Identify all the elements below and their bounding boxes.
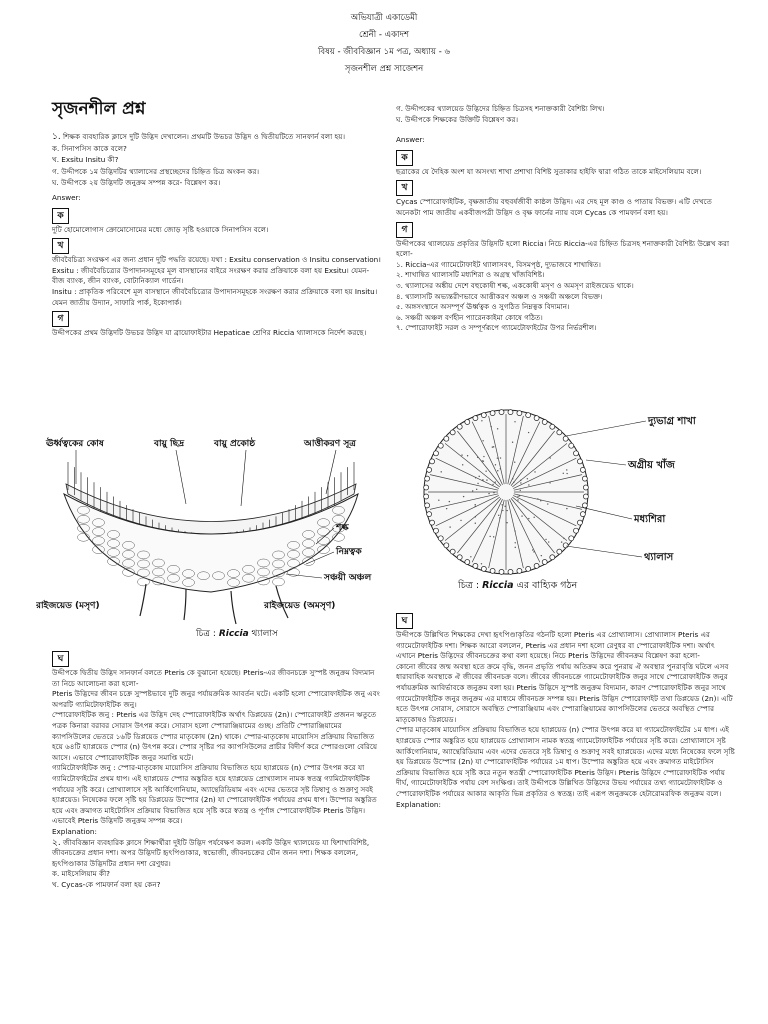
answer-tag-kha: খ	[52, 238, 69, 254]
thallus-stipple	[482, 479, 483, 480]
apical-notch	[580, 467, 585, 472]
answer2-ka: ছত্রাকের যে দৈহিক অংশ যা অসংখ্য শাখা প্রশাখা বিশিষ্ট সুতাকার হাইফি দ্বারা গঠিত তাকে মাইসেলিয়াম বলে।	[396, 166, 702, 176]
thallus-stipple	[438, 499, 439, 500]
apical-notch	[580, 512, 585, 517]
question-stem: ১. শিক্ষক ব্যবহারিক ক্লাসে দুটি উদ্ভিদ দেখালেন। প্রথমটি উভচর উদ্ভিদ ও দ্বিতীয়টিতে সানফার্ন বলা হয়।	[52, 132, 346, 142]
thallus-stipple	[501, 504, 502, 505]
thallus-stipple	[476, 489, 477, 490]
feature-item: ৫. অঙ্গসংস্থানে অসম্পূর্ণ ঊর্ধ্বত্বক ও সুগঠিত নিম্নত্বক বিদ্যমান।	[396, 302, 570, 312]
apical-notch	[534, 563, 539, 568]
thallus-stipple	[512, 442, 513, 443]
thallus-stipple	[540, 500, 541, 501]
label-midrib: মধ্যশিরা	[634, 514, 666, 525]
thallus-stipple	[467, 455, 468, 456]
apical-notch	[433, 451, 438, 456]
label-storage-region: সঞ্চয়ী অঞ্চল	[324, 573, 372, 583]
apical-notch	[490, 568, 495, 573]
thallus-stipple	[547, 503, 548, 504]
apical-notch	[438, 443, 443, 448]
thallus-stipple	[483, 456, 484, 457]
apical-notch	[542, 560, 547, 565]
thallus-stipple	[500, 457, 501, 458]
answer-kha-1: জীববৈচিত্র্য সংরক্ষণ এর জন্য প্রধান দুটি পদ্ধতি রয়েছে। যথা : Exsitu conservation ও Insitu conservation।	[52, 255, 381, 265]
answer2-kha: Cycas স্পোরোফাইটিক, বৃক্ষজাতীয় বহুবর্ষজীবী কাষ্ঠল উদ্ভিদ। এর দেহ মূল কাণ্ড ও পাতায় বিভক্ত। এটি দেখতে অনেকটা পাম জাতীয় একবীজপত্রী উদ্ভিদ ও বৃক্ষ ফার্নের ন্যায় বলে Cycas কে পামফার্ন বলা হয়।	[396, 197, 712, 217]
thallus-stipple	[550, 457, 551, 458]
apical-notch	[427, 467, 432, 472]
thallus-stipple	[514, 462, 515, 463]
apical-notch	[534, 416, 539, 421]
thallus-stipple	[477, 457, 478, 458]
feature-item: ৩. থ্যালাসের অঙ্কীয় দেশে বহুকোষী শল্ক, এককোষী মসৃণ ও অমসৃণ রাইজয়েড থাকে।	[396, 280, 634, 290]
thallus-stipple	[504, 506, 505, 507]
apical-notch	[444, 436, 449, 441]
thallus-stipple	[493, 446, 494, 447]
apical-notch	[481, 566, 486, 571]
apical-notch	[563, 436, 568, 441]
question-number: ১.	[52, 132, 61, 142]
thallus-stipple	[549, 482, 550, 483]
feature-item: ৪. থ্যালাসটি অভ্যন্তরীণভাবে আত্তীকরণ অঞ্চল ও সঞ্চয়ী অঞ্চলে বিভক্ত।	[396, 291, 603, 301]
answer-label-2: Answer:	[396, 135, 425, 145]
explanation-label-2: Explanation:	[396, 799, 441, 809]
thallus-stipple	[541, 555, 542, 556]
question-2-c: গ. উদ্দীপকের থ্যালয়েড উদ্ভিদের চিহ্নিত চিত্রসহ শনাক্তকারী বৈশিষ্ট্য লিখ।	[396, 104, 605, 113]
answer-tag-ga: গ	[52, 311, 69, 327]
answer-gha-3: স্পোরোফাইটিক জনু : Pteris এর উদ্ভিদ দেহ স্পোরোফাইটিক অর্থাৎ ডিপ্লয়েড (2n)। স্পোরোফাইট প্রজনন ঋতুতে পত্রক কিনারা বরাবর সোরাস উৎপন্ন করে। সোরাস হলো স্পোরাঞ্জিয়ামের গুচ্ছ। প্রতিটি স্পোরাঞ্জিয়ামের ক্যাপসিউলের ভেতরে ১৬টি ডিপ্লয়েড স্পোর মাতৃকোষ (2n) থাকে। স্পোর-মাতৃকোষ মায়োসিস প্রক্রিয়ায় বিভাজিত হয়ে ৬৪টি হ্যাপ্লয়েড স্পোর (n) উৎপন্ন করে। স্পোর সৃষ্টির পর ক্যাপসিউলের প্রাচীর বিদীর্ণ করে স্পোরগুলো বেরিয়ে আসে। এভাবে স্পোরোফাইটিক জনুর সমাপ্তি ঘটে।	[52, 710, 378, 762]
label-dichotomous-branch: দ্যুভাগ্র শাখা	[648, 416, 696, 427]
apical-notch	[424, 485, 429, 490]
thallus-stipple	[481, 420, 482, 421]
thallus-stipple	[481, 563, 482, 564]
answer-kha-3: Insitu : প্রাকৃতিক পরিবেশে মূল বাসস্থানে জীববৈচিত্র্যের উপাদানসমূহকে সংরক্ষণ করার প্রক্রিয়াকে বলা হয় Insitu। যেমন জাতীয় উদ্যান, সাফারি পার্ক, ইকোপার্ক।	[52, 286, 378, 307]
apical-notch	[517, 568, 522, 573]
thallus-stipple	[483, 460, 484, 461]
apical-notch	[465, 560, 470, 565]
answer-ka: দুটি হোমোলোগাস ক্রোমোসোমের মধ্যে জোড় সৃষ্টি হওয়াকে সিনাপসিস বলে।	[52, 224, 269, 234]
thallus-stipple	[486, 479, 487, 480]
thallus-stipple	[497, 428, 498, 429]
thallus-stipple	[563, 538, 564, 539]
apical-notch	[582, 476, 587, 481]
thallus-stipple	[528, 432, 529, 433]
thallus-stipple	[520, 482, 521, 483]
thallus-stipple	[534, 471, 535, 472]
question-2-d: ঘ. উদ্দীপকে শিক্ষকের উক্তিটি বিশ্লেষণ কর।	[396, 114, 519, 124]
apical-notch	[526, 413, 531, 418]
left-column-lower	[52, 648, 382, 890]
thallus-stipple	[472, 490, 473, 491]
thallus-stipple	[449, 526, 450, 527]
thallus-stipple	[566, 469, 567, 470]
storage-cell	[138, 578, 150, 586]
label-rhizoid-rough: রাইজয়েড (অমসৃণ)	[264, 601, 336, 611]
label-air-pore: বায়ু ছিদ্র	[154, 439, 185, 449]
thallus-stipple	[475, 506, 476, 507]
apical-notch	[583, 494, 588, 499]
thallus-stipple	[497, 457, 498, 458]
feature-item: ১. Riccia-এর গ্যামেটোফাইট থ্যালাসবৎ, বিসমপৃষ্ঠ, দ্যুভাজবে শাখান্বিত।	[396, 259, 601, 269]
page-header	[0, 10, 768, 78]
label-rhizoid-smooth: রাইজয়েড (মসৃণ)	[36, 601, 100, 611]
answer-tag-ka: ক	[52, 208, 69, 224]
thallus-stipple	[528, 484, 529, 485]
apical-notch	[517, 411, 522, 416]
thallus-stipple	[500, 468, 501, 469]
thallus-stipple	[533, 551, 534, 552]
apical-notch	[424, 494, 429, 499]
apical-notch	[425, 503, 430, 508]
apical-notch	[583, 485, 588, 490]
answer-label: Answer:	[52, 192, 81, 202]
thallus-stipple	[512, 478, 513, 479]
left-column	[52, 98, 382, 339]
apical-notch	[427, 512, 432, 517]
apical-notch	[473, 416, 478, 421]
label-assimilatory-filament: আত্তীকরণ সূত্র	[304, 439, 356, 449]
label-apical-notch: অগ্রীয় খাঁজ	[628, 460, 675, 471]
storage-cell	[273, 578, 285, 586]
thallus-stipple	[463, 496, 464, 497]
thallus-stipple	[514, 530, 515, 531]
answer-gha-4: গ্যামিটোফাইটিক জনু : স্পোর-মাতৃকোষ মায়োসিস প্রক্রিয়ায় বিভাজিত হয়ে হ্যাপ্লয়েড (n) স্পোর উৎপন্ন করে যা গ্যামিটোফাইটের প্রথম ধাপ। এই হ্যাপ্লয়েড স্পোর অঙ্কুরিত হয়ে হ্যাপ্লয়েড প্রোথ্যালাস নামক স্বতন্ত্র গ্যামিটোফাইটিক পর্যায়ের সৃষ্টি করে। প্রোথ্যালাসে সৃষ্ট আর্কিগোনিয়াম, অ্যান্থেরিডিয়াম এবং এদের ভেতরে সৃষ্ট ডিম্বাণু ও শুক্রাণু সবই হ্যাপ্লয়েড। নিষেকের ফলে সৃষ্টি হয় ডিপ্লয়েড উস্পোর (2n) যা স্পোরোফাইটিক পর্যায়ের প্রথম ধাপ। উস্পোর অঙ্কুরিত হয়ে এবং ক্রমাগত মাইটোসিস প্রক্রিয়ায় বিভাজিত হয়ে সৃষ্টি করে স্বতন্ত্র ও পূর্ণাঙ্গ স্পোরোফাইটিক Pteris উদ্ভিদ। এভাবেই Pteris উদ্ভিদটি জনুক্রম সম্পন্ন করে।	[52, 763, 377, 826]
feature-item: ৭. স্পোরোফাইট সরল ও সম্পূর্ণরূপে গ্যামেটোফাইটের উপর নির্ভরশীল।	[396, 323, 597, 333]
answer2-tag-gha: ঘ	[396, 613, 413, 629]
thallus-stipple	[495, 464, 496, 465]
thallus-stipple	[515, 542, 516, 543]
apical-notch	[563, 543, 568, 548]
answer-tag-gha: ঘ	[52, 651, 69, 667]
apical-notch	[430, 459, 435, 464]
thallus-stipple	[493, 492, 494, 493]
thallus-stipple	[517, 496, 518, 497]
thallus-stipple	[563, 473, 564, 474]
thallus-stipple	[477, 483, 478, 484]
thallus-stipple	[537, 498, 538, 499]
thallus-stipple	[490, 426, 491, 427]
thallus-stipple	[449, 501, 450, 502]
thallus-stipple	[488, 493, 489, 494]
thallus-stipple	[479, 476, 480, 477]
thallus-stipple	[461, 454, 462, 455]
thallus-stipple	[521, 515, 522, 516]
apical-notch	[473, 563, 478, 568]
apical-notch	[508, 569, 513, 574]
subject-line: বিষয় - জীববিজ্ঞান ১ম পত্র, অধ্যায় - ৬	[317, 47, 451, 57]
answer2-tag-kha: খ	[396, 180, 413, 196]
suggestion-line: সৃজনশীল প্রশ্ন সাজেশন	[344, 64, 424, 74]
academy-name: অভিযাত্রী একাডেমী	[350, 13, 418, 23]
thallus-stipple	[489, 536, 490, 537]
answer-ga: উদ্দীপকের প্রথম উদ্ভিদটি উভচর উদ্ভিদ যা ব্রায়োফাইটার Hepaticae শ্রেণির Riccia থ্যালাসকে নির্দেশ করছে।	[52, 328, 367, 338]
thallus-stipple	[548, 541, 549, 542]
thallus-stipple	[482, 440, 483, 441]
apical-notch	[430, 520, 435, 525]
apical-notch	[542, 419, 547, 424]
thallus-stipple	[520, 490, 521, 491]
thallus-stipple	[513, 482, 514, 483]
apical-notch	[438, 536, 443, 541]
thallus-stipple	[515, 547, 516, 548]
label-scale: শল্ক	[336, 523, 349, 533]
sub-question-b: খ. Exsitu Insitu কী?	[52, 155, 119, 165]
apical-notch	[550, 424, 555, 429]
apical-notch	[481, 413, 486, 418]
thallus-stipple	[566, 508, 567, 509]
thallus-stipple	[495, 481, 496, 482]
apical-notch	[526, 566, 531, 571]
apical-notch	[557, 430, 562, 435]
question-2-a: ক. মাইসেলিয়াম কী?	[52, 869, 110, 879]
thallus-stipple	[441, 471, 442, 472]
apical-notch	[499, 569, 504, 574]
answer2-tag-ga: গ	[396, 222, 413, 238]
thallus-stipple	[514, 421, 515, 422]
section-heading: সৃজনশীল প্রশ্ন	[52, 99, 146, 119]
apical-notch	[550, 555, 555, 560]
thallus-stipple	[502, 510, 503, 511]
answer2-gha-3: স্পোর মাতৃকোষ মায়োসিস প্রক্রিয়ায় বিভাজিত হয়ে হ্যাপ্লয়েড (n) স্পোর উৎপন্ন করে যা গ্যামেটোফাইটের ১ম ধাপ। এই হ্যাপ্লয়েড স্পোর অঙ্কুরিত হয়ে হ্যাপ্লয়েড প্রোথ্যালাস নামক স্বতন্ত্র গ্যামেটোফাইটিক পর্যায়ের সৃষ্টি করে। প্রোথ্যালাসে সৃষ্ট আর্কিগোনিয়াম, অ্যান্থেরিডিয়াম এবং এদের ভেতরে সৃষ্ট ডিম্বাণু ও শুক্রাণু সবই হ্যাপ্লয়েড। এদের মধ্যে নিষেকের ফলে সৃষ্টি হয় ডিপ্লয়েড উস্পোর (2n) যা স্পোরোফাইটিক পর্যায়ের ১ম ধাপ। উস্পোর অঙ্কুরিত হয়ে এবং ক্রমাগত মাইটোসিস প্রক্রিয়ায় বিভাজিত হয়ে সৃষ্টি করে নতুন স্বতন্ত্রী স্পোরোফাইটিক Pteris উদ্ভিদ। Pteris উদ্ভিদে স্পোরোফাইটিক পর্যায় দীর্ঘ, গ্যামেটোফাইটিক পর্যায় বেশ সংক্ষিপ্ত। তাই উদ্দীপকে উল্লিখিত উদ্ভিদের উভয় পর্যায়ের তথ্য গ্যামেটোফাইটিক ও স্পোরোফাইটিক পর্যায়ের আকার আকৃতি ভিন্ন প্রকৃতির ও স্বতন্ত্র। তাই এরূপ জনুক্রমকে হেটারোমরফিক জনুক্রম বলে।	[396, 725, 735, 798]
sub-question-d: ঘ. উদ্দীপকে ২য় উদ্ভিদটি জনুক্রম সম্পন্ন করে- বিশ্লেষণ কর।	[52, 178, 221, 188]
thallus-stipple	[475, 477, 476, 478]
thallus-stipple	[566, 473, 567, 474]
explanation-label: Explanation:	[52, 826, 97, 836]
apical-notch	[499, 410, 504, 415]
thallus-stipple	[506, 510, 507, 511]
thallus-stipple	[545, 539, 546, 540]
thallus-stipple	[475, 504, 476, 505]
thallus-stipple	[460, 520, 461, 521]
thallus-stipple	[499, 517, 500, 518]
answer-kha-2: Exsitu : জীববৈচিত্র্যের উপাদানসমূহের মূল বাসস্থানের বাইরে সংরক্ষণ করার প্রক্রিয়াকে বলা হয় Exsitu। যেমন- বীজ ব্যাংক, জীন ব্যাংক, বোটানিক্যাল গার্ডেন।	[52, 265, 370, 286]
answer2-tag-ka: ক	[396, 150, 413, 166]
feature-item: ২. শাখান্বিত থ্যালাসটি মধ্যশিরা ও অগ্রস্থ খাঁজবিশিষ্ট।	[396, 270, 545, 280]
answer-gha-1: উদ্দীপকে দ্বিতীয় উদ্ভিদ সানফার্ন বলতে Pteris কে বুঝানো হয়েছে। Pteris-এর জীবনচক্রে সুস্পষ্ট জনুক্রম বিদ্যমান তা নিচে আলোচনা করা হলো-	[52, 668, 375, 688]
thallus-stipple	[485, 470, 486, 471]
thallus-stipple	[517, 499, 518, 500]
figure-caption-right: চিত্র : Riccia এর বাহ্যিক গঠন	[458, 580, 578, 591]
thallus-stipple	[506, 522, 507, 523]
answer2-gha-1: উদ্দীপকে উল্লিখিত শিক্ষকের দেখা হৃৎপিণ্ডাকৃতির গঠনটি হলো Pteris এর প্রোথ্যালাস। প্রোথ্যালাস Pteris এর গ্যামেটোফাইটিক দশা। শিক্ষক আরো বললেন, Pteris এর প্রধান দশা হলো রেণুধর বা স্পোরোফাইটিক দশা। অর্থাৎ এখানে Pteris উদ্ভিদের জীবনচক্রের কথা বলা হয়েছে। নিচে Pteris উদ্ভিদের জীবনক্রম বিশ্লেষণ করা হলো-	[396, 630, 715, 661]
thallus-stipple	[520, 480, 521, 481]
thallus-stipple	[492, 484, 493, 485]
thallus-stipple	[462, 464, 463, 465]
apical-notch	[490, 411, 495, 416]
thallus-stipple	[532, 549, 533, 550]
class-line: শ্রেনী - একাদশ	[359, 30, 409, 40]
thallus-stipple	[493, 536, 494, 537]
thallus-stipple	[492, 446, 493, 447]
apical-notch	[577, 459, 582, 464]
apical-notch	[574, 528, 579, 533]
thallus-stipple	[475, 516, 476, 517]
label-thallus: থ্যালাস	[644, 552, 674, 563]
thallus-stipple	[497, 470, 498, 471]
label-upper-epidermis: ঊর্ধ্বত্বকের কোষ	[46, 439, 104, 449]
thallus-stipple	[527, 478, 528, 479]
apical-notch	[465, 419, 470, 424]
label-air-chamber: বায়ু প্রকোষ্ঠ	[214, 439, 256, 449]
figure-caption-left: চিত্র : Riccia থ্যালাস	[196, 629, 278, 639]
apical-notch	[508, 410, 513, 415]
apical-notch	[557, 549, 562, 554]
thallus-stipple	[519, 495, 520, 496]
sub-question-a: ক. সিনাপসিস কাকে বলে?	[52, 143, 127, 153]
apical-notch	[444, 543, 449, 548]
apical-notch	[574, 451, 579, 456]
answer2-gha-2: কোনো জীবের জন্ম অবস্থা হতে ক্রমে বৃদ্ধি, জনন প্রভৃতি পর্যায় অতিক্রম করে পুনরায় ঐ অবস্থার পুনরাবৃত্তি ঘটলে এসব ধারাবাহিক অবস্থাকে ঐ জীবের জীবনচক্র বলে। জীবের জীবনচক্রে গ্যামেটোফাইটিক জনুর সাথে স্পোরোফাইটিক জনুর পর্যায়ক্রমিক আবির্ভাবকে জনুক্রম বলা হয়। Pteris উদ্ভিদে সুস্পষ্ট জনুক্রম বিদ্যমান, কারণ স্পোরোফাইটিক জনুর সাথে গ্যামেটোফাইটিক জনুর জনুক্রম এর মাধ্যমে জীবনচক্র সম্পন্ন হয়। Pteris উদ্ভিদ স্পোরোফাইট তথা ডিপ্লয়েড (2n)। এটি হতে উৎপন্ন সোরাস, সোরাসে অবস্থিত স্পোরাঞ্জিয়াম এবং স্পোরাঞ্জিয়ামের ক্যাপসিউলের ভেতরে অবস্থিত স্পোর মাতৃকোষও ডিপ্লয়েড।	[396, 661, 733, 724]
right-column	[396, 104, 736, 334]
riccia-external-structure-figure	[396, 396, 736, 596]
thallus-stipple	[528, 518, 529, 519]
apical-notch	[582, 503, 587, 508]
thallus-stipple	[470, 556, 471, 557]
apical-notch	[569, 443, 574, 448]
thallus-stipple	[475, 523, 476, 524]
feature-item: ৬. সঞ্চয়ী অঞ্চল বর্ণহীন প্যারেনকাইমা কোষে গঠিত।	[396, 312, 543, 322]
label-lower-epidermis: নিম্নত্বক	[336, 547, 362, 557]
question-1	[52, 132, 382, 189]
apical-notch	[433, 528, 438, 533]
thallus-stipple	[561, 541, 562, 542]
apical-notch	[450, 549, 455, 554]
apical-notch	[457, 424, 462, 429]
right-column-lower	[396, 610, 736, 810]
thallus-stipple	[498, 515, 499, 516]
apical-notch	[577, 520, 582, 525]
question-2-stem: ২. জীববিজ্ঞান ব্যবহারিক ক্লাসে শিক্ষার্থীরা দুইটি উদ্ভিদ পর্যবেক্ষণ করল। একটি উদ্ভিদ থ্যালয়েড যা দ্বিশাখাবিশিষ্ট, জীবনচক্রের প্রধান দশা। অপর উদ্ভিদটি হৃৎপিণ্ডাকার, স্বভোজী, জীবনচক্রের যৌন জনন দশা। শিক্ষক বললেন, হৃৎপিণ্ডাকার উদ্ভিদটির প্রধান দশা রেণুধর।	[52, 837, 370, 868]
apical-notch	[425, 476, 430, 481]
answer-gha-2: Pteris উদ্ভিদের জীবন চক্রে সুস্পষ্টভাবে দুটি জনুর পর্যায়ক্রমিক আবর্তন ঘটে। একটি হলো স্পোরোফাইটিক জনু এবং অপরটি গ্যামিটোফাইটিক জনু।	[52, 689, 380, 709]
riccia-thallus-section-figure	[36, 424, 386, 646]
thallus-stipple	[446, 508, 447, 509]
question-2-b: খ. Cycas-কে পামফার্ন বলা হয় কেন?	[52, 879, 161, 889]
apical-notch	[450, 430, 455, 435]
rosette-thallus	[424, 410, 589, 575]
apical-notch	[457, 555, 462, 560]
sub-question-c: গ. উদ্দীপকে ১ম উদ্ভিদটির থ্যালাসের প্রস্থচ্ছেদের চিহ্নিত চিত্র অংকন কর।	[52, 166, 260, 176]
apical-notch	[569, 536, 574, 541]
thallus-stipple	[533, 517, 534, 518]
answer2-ga-intro: উদ্দীপকের থ্যালয়েড প্রকৃতির উদ্ভিদটি হলো Riccia। নিচে Riccia-এর চিহ্নিত চিত্রসহ শনাক্তকারী বৈশিষ্ট্য উল্লেখ করা হলো-	[396, 238, 730, 259]
feature-list	[396, 260, 736, 334]
